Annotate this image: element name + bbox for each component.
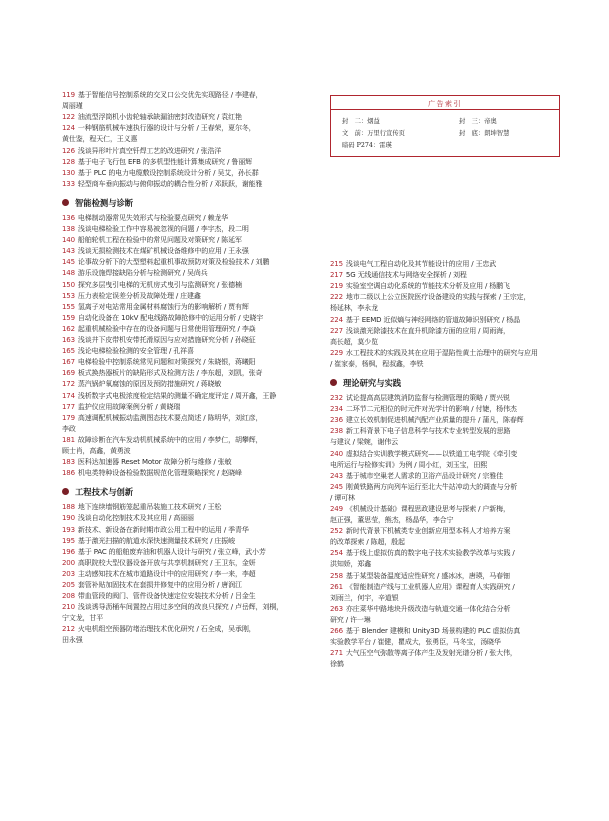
ad-item-label: 文 前：	[342, 130, 368, 137]
toc-entry-text: 浅谈电气工程自动化及其节能设计的应用 / 王忠武	[345, 260, 497, 268]
toc-entry[interactable]	[62, 335, 308, 346]
toc-entry-text: 刘雨兰，何宇，辛道银	[330, 593, 399, 602]
toc-page-number: 186	[62, 469, 75, 478]
ad-index-divider	[331, 109, 559, 110]
toc-entry-text: 电所运行与检修实训》为例 / 周小红，刘玉宝，田熙	[330, 460, 488, 469]
toc-entry[interactable]	[62, 591, 308, 602]
toc-page-number: 188	[62, 503, 75, 512]
toc-page-number: 210	[62, 603, 75, 612]
toc-page-number: 217	[330, 271, 343, 280]
section-title: 智能检测与诊断	[75, 197, 134, 208]
ad-item-value: 朗坤智慧	[484, 130, 510, 137]
ad-item-value: 雷瑛	[379, 142, 392, 149]
toc-entry[interactable]	[330, 526, 562, 548]
toc-entry[interactable]	[330, 415, 562, 426]
toc-entry-text: 新时代背景下机械类专业创新应用型本科人才培养方案	[345, 527, 511, 536]
toc-page-number: 196	[62, 547, 75, 556]
toc-entry-text: 田永强	[62, 636, 83, 645]
toc-page-number: 163	[62, 336, 75, 344]
toc-page-number: 159	[62, 313, 75, 322]
toc-entry-text: 新工科背景下电子信息科学与技术专业转型发展的思路	[345, 427, 511, 436]
toc-page-number: 224	[330, 315, 343, 324]
toc-page-number: 254	[330, 549, 343, 558]
section-bullet-icon	[62, 199, 69, 206]
toc-entry-text: 《智能制造产线与工业机器人应用》课程育人实践研究 /	[345, 582, 515, 591]
toc-entry-text: 周丽瑾	[62, 102, 83, 111]
toc-entry-text: 油流型浮筒机小齿轮轴承缺漏油密封改造研究 / 袁红艳	[77, 113, 242, 122]
toc-entry-text: 一种钢筋机械车速执行器的设计与分析 / 王春荣，夏尔冬，	[77, 124, 256, 133]
toc-entry-text: / 谭可林	[330, 493, 355, 502]
toc-entry-text: 地下连续墙钢筋笼起重吊装施工技术研究 / 王松	[77, 503, 222, 512]
toc-entry-text: 黄仕鉴，程天仁，王义惠	[62, 135, 138, 144]
toc-entry[interactable]	[62, 569, 308, 580]
toc-page-number: 130	[62, 168, 75, 177]
toc-entry-text: 徐鹤	[330, 660, 344, 669]
toc-page-number: 179	[62, 413, 75, 422]
toc-entry[interactable]	[62, 235, 308, 246]
toc-entry-text: 游乐设施焊接缺陷分析与检测研究 / 吴尚兵	[77, 269, 208, 278]
toc-entry-text: 的改革探索 / 陈超，殷起	[330, 538, 405, 547]
toc-entry[interactable]	[62, 536, 308, 547]
section-heading	[62, 197, 308, 209]
toc-entry-text: 船舶轮机工程在检验中的常见问题及对策研究 / 陈延军	[77, 236, 242, 245]
toc-entry-text: 火电机组空预器防堵治理技术优化研究 / 石全成，吴承刚，	[77, 625, 256, 634]
toc-entry-text: 氢离子对电站常用金属材料腐蚀行为的影响解析 / 贾有辉	[77, 302, 249, 311]
toc-page-number: 174	[62, 391, 75, 400]
toc-page-number: 205	[62, 581, 75, 589]
toc-entry[interactable]	[62, 513, 308, 524]
ad-item-label: 封 底：	[459, 130, 485, 137]
toc-entry-text: 主动感知技术在城市道路设计中的应用研究 / 李一来，李超	[77, 569, 256, 578]
section-title: 工程技术与创新	[75, 487, 134, 498]
section-bullet-icon	[330, 379, 337, 386]
toc-entry-text: 建立长效机制促进机械汽配产业质量的提升 / 蒲凡，陈春辉	[345, 416, 524, 425]
toc-page-number: 238	[330, 427, 343, 436]
toc-entry[interactable]	[330, 582, 562, 604]
toc-page-number: 249	[330, 505, 343, 513]
toc-entry[interactable]	[62, 302, 308, 313]
toc-page-number: 136	[62, 213, 75, 222]
toc-page-number: 222	[330, 293, 343, 302]
toc-entry-text: 浅论电梯检验检测的安全管理 / 孔祥喜	[77, 347, 194, 356]
toc-page-number: 258	[330, 571, 343, 580]
toc-entry-text: 与建议 / 梁婉，谢伟云	[330, 438, 399, 447]
toc-page-number: 232	[330, 394, 343, 402]
toc-entry-text: 板式换热器板片的缺陷形式及检测方法 / 李东超，刘凯，张奇	[77, 369, 263, 378]
toc-page-number: 172	[62, 380, 75, 389]
toc-entry[interactable]	[62, 268, 308, 279]
ad-item	[459, 128, 509, 137]
toc-entry-text: 试论提高高层建筑消防监督与检测管理的策略 / 贾兴锐	[345, 394, 510, 402]
toc-entry[interactable]	[62, 146, 308, 157]
toc-entry[interactable]	[330, 449, 562, 471]
toc-entry[interactable]	[330, 482, 562, 504]
ad-item-value: 烟益	[367, 118, 380, 125]
toc-entry-text: 《机械设计基础》课程思政建设思考与探索 / 户新梅，	[345, 505, 510, 513]
ad-index-title: 广告索引	[428, 100, 462, 108]
toc-page-number: 122	[62, 113, 75, 122]
toc-page-number: 138	[62, 225, 75, 233]
toc-entry[interactable]	[62, 357, 308, 368]
toc-entry[interactable]	[62, 257, 308, 268]
toc-entry-text: 基于 Blender 建模和 Unity3D 场景构建的 PLC 虚拟仿真	[345, 627, 521, 636]
toc-entry[interactable]	[62, 580, 308, 591]
toc-entry[interactable]	[62, 213, 308, 224]
toc-page-number: 227	[330, 326, 343, 335]
toc-entry[interactable]	[330, 315, 562, 326]
toc-entry[interactable]	[62, 379, 308, 390]
toc-entry[interactable]	[62, 413, 308, 435]
section-heading	[62, 486, 308, 498]
toc-entry[interactable]	[62, 123, 308, 145]
toc-entry-text: 大气压空气弥散等离子体产生及发射光谱分析 / 张大伟，	[345, 649, 517, 658]
toc-page-number: 229	[330, 348, 343, 357]
ad-item	[342, 116, 380, 125]
section-bullet-icon	[62, 488, 69, 495]
toc-entry-text: 顾士肖，高鑫，黄勇波	[62, 446, 131, 455]
toc-entry-text: 水工程技术的实践及其在应用于湿陷性黄土治理中的研究与应用	[345, 348, 538, 357]
toc-entry-text: 电梯检验中控制系统常见问题和对策探究 / 朱晓银，蒋曦阳	[77, 358, 256, 367]
toc-page-number: 190	[62, 514, 75, 523]
toc-entry[interactable]	[62, 224, 308, 235]
toc-entry[interactable]	[330, 426, 562, 448]
section-heading	[330, 377, 562, 389]
toc-entry[interactable]	[330, 626, 562, 648]
toc-entry-text: 浅谈井下皮带机安带托滑原因与应对措施研究分析 / 孙晓征	[77, 336, 256, 344]
toc-entry-text: 实验室空调自动化系统的节能技术分析及应用 / 杨鹏飞	[345, 282, 510, 291]
toc-page-number: 153	[62, 291, 75, 300]
toc-page-number: 155	[62, 302, 75, 311]
toc-entry-text: 论事故分析下的大型塑料起重机事故预防对策及检验技术 / 刘鹏	[77, 258, 270, 267]
ad-item-value: 帝奥	[484, 118, 497, 125]
toc-page-number: 261	[330, 582, 343, 591]
toc-entry-text: 带血管段的阀门、管件设备快速定位安装技术分析 / 吕金生	[77, 592, 256, 601]
toc-entry[interactable]	[62, 457, 308, 468]
toc-entry-text: 监护仪应用故障案例分析 / 黄晓瑞	[77, 402, 181, 411]
toc-entry-text: 基于线上虚拟仿真的数字电子技术实验教学改革与实践 /	[345, 549, 515, 558]
toc-page-number: 177	[62, 402, 75, 411]
toc-entry-text: 电梯制动器常见失效形式与检验要点研究 / 赖龙华	[77, 213, 229, 222]
toc-entry[interactable]	[62, 324, 308, 335]
toc-entry-text: 研究 / 许一琳	[330, 615, 371, 624]
ad-item-value: 万里行宣传页	[367, 130, 405, 137]
toc-page-number: 263	[330, 604, 343, 613]
toc-entry-text: 轻型商车垂向振动与俯仰振动的耦合性分析 / 邓跃跃，谢能雅	[77, 179, 263, 188]
toc-entry[interactable]	[62, 168, 308, 179]
toc-entry[interactable]	[62, 525, 308, 536]
toc-entry-text: 基于 EEMD 近似熵与神经网络的管道故障识别研究 / 杨晶	[345, 315, 520, 324]
toc-page-number: 167	[62, 358, 75, 367]
toc-entry-text: 实验教学平台 / 崔健，瞿成大，张勇臣，马冬宝，汤晓华	[330, 638, 501, 647]
toc-entry[interactable]	[62, 90, 308, 112]
toc-entry-text: 浅谈自动化控制技术及其应用 / 高丽丽	[77, 514, 194, 523]
toc-page-number: 200	[62, 558, 75, 567]
toc-page-number: 234	[330, 405, 343, 414]
toc-page-number: 240	[330, 449, 343, 458]
toc-page-number: 236	[330, 416, 343, 425]
toc-entry[interactable]	[330, 326, 562, 348]
toc-entry[interactable]	[62, 112, 308, 123]
toc-entry-text: 地市二级以上公立医院医疗设备建设的实践与探索 / 王宗定，	[345, 293, 531, 302]
toc-entry[interactable]	[62, 602, 308, 624]
toc-entry-text: 浅析数字式电极浓度检定结果的测量不确定度评定 / 周开鑫，王静	[77, 391, 277, 400]
toc-entry[interactable]	[330, 404, 562, 415]
toc-page-number: 140	[62, 236, 75, 245]
toc-entry-text: 基于 PAC 的船舶废弃油和机器人设计与研究 / 张立峰，武小芳	[77, 547, 266, 556]
toc-page-number: 148	[62, 269, 75, 278]
toc-entry-text: 虚拟结合实训教学模式研究——以铁道工电学院《牵引变	[345, 449, 518, 458]
toc-entry-text: 故障诊断在汽车发动机机械系统中的应用 / 李梦仁，胡攀辉，	[77, 435, 263, 444]
toc-page-number: 143	[62, 247, 75, 256]
toc-page-number: 193	[62, 525, 75, 534]
toc-page-number: 169	[62, 369, 75, 378]
toc-entry-text: 刚黄铁路两方向列车运行至北大牛站冲动大的调查与分析	[345, 482, 518, 491]
toc-entry-text: 5G 无线通信技术与网络安全探析 / 刘程	[345, 271, 467, 280]
toc-entry-text: 套管补贴加固技术在套损井修复中的应用分析 / 唐润江	[77, 581, 242, 589]
toc-entry-text: 起重机械检验中存在的设备问题与日常使用管理研究 / 李焱	[77, 324, 256, 333]
toc-page-number: 212	[62, 625, 75, 634]
toc-entry[interactable]	[62, 291, 308, 302]
toc-entry[interactable]	[62, 346, 308, 357]
toc-entry[interactable]	[62, 391, 308, 402]
toc-entry-text: 蒸汽锅炉氧腐蚀的原因及预防措施研究 / 蒋晓敏	[77, 380, 222, 389]
ad-index-box	[330, 95, 560, 157]
toc-entry-text: 基于城市空巢老人需求的卫浴产品设计研究 / 宗雅佳	[345, 471, 503, 480]
toc-entry[interactable]	[330, 648, 562, 670]
ad-item	[342, 140, 392, 149]
toc-entry-text: 李政	[62, 424, 76, 433]
toc-entry[interactable]	[330, 504, 562, 526]
toc-entry[interactable]	[62, 468, 308, 479]
toc-page-number: 162	[62, 324, 75, 333]
toc-page-number: 183	[62, 458, 75, 467]
ad-item-label: 暗码 P274：	[342, 142, 380, 149]
toc-entry[interactable]	[62, 502, 308, 513]
toc-entry[interactable]	[62, 313, 308, 324]
toc-page-number: 266	[330, 627, 343, 636]
toc-page-number: 126	[62, 146, 75, 155]
toc-entry-text: 医科达加速器 Reset Motor 故障分析与维修 / 张敏	[77, 458, 232, 467]
toc-entry[interactable]	[330, 471, 562, 482]
toc-entry[interactable]	[330, 348, 562, 370]
toc-entry-text: 宁文龙，甘平	[62, 614, 104, 623]
toc-entry-text: 浅谈电梯检验工作中容易被忽视的问题 / 李宇杰，段二明	[77, 225, 249, 233]
toc-entry[interactable]	[62, 558, 308, 569]
toc-entry[interactable]	[62, 368, 308, 379]
toc-page-number: 203	[62, 569, 75, 578]
toc-entry[interactable]	[330, 259, 562, 270]
section-title: 理论研究与实践	[343, 378, 402, 388]
toc-page-number: 145	[62, 258, 75, 267]
toc-entry-text: 杨延林，李永龙	[330, 304, 378, 313]
toc-page-number: 195	[62, 536, 75, 545]
toc-entry[interactable]	[62, 157, 308, 168]
toc-page-number: 124	[62, 124, 75, 133]
toc-entry[interactable]	[330, 281, 562, 292]
toc-entry[interactable]	[62, 179, 308, 190]
toc-entry-text: 浅谈激光除漆技术在直升机除漆方面的应用 / 周雨海，	[345, 326, 510, 335]
ad-item-label: 封 三：	[459, 118, 485, 125]
toc-entry-text: 高职院校大型仪器设备开放与共享机制研究 / 王卫东，金妍	[77, 558, 256, 567]
toc-page-number: 150	[62, 280, 75, 289]
toc-entry-text: 探究多层曳引电梯的无机房式曳引与监测研究 / 张德楠	[77, 280, 242, 289]
toc-entry[interactable]	[62, 435, 308, 457]
toc-entry-text: 基于 PLC 的电力电缆敷设控制系统设计分析 / 吴艾，孙长群	[77, 168, 259, 177]
toc-entry[interactable]	[330, 393, 562, 404]
toc-page-number: 243	[330, 471, 343, 480]
toc-entry-text: 洪知娇，郑鑫	[330, 560, 372, 569]
toc-entry-text: 二环节二元相位的时元件对光学计的影响 / 付婕，杨伟杰	[345, 405, 517, 414]
toc-page-number: 252	[330, 527, 343, 536]
toc-entry-text: 机电类特种设备检验数据规范化管理策略探究 / 赵晓峰	[77, 469, 242, 478]
toc-entry[interactable]	[330, 604, 562, 626]
ad-item	[342, 128, 405, 137]
toc-page-number: 128	[62, 157, 75, 166]
toc-entry[interactable]	[330, 270, 562, 281]
toc-page-number: 119	[62, 91, 75, 99]
toc-entry-text: 压力表检定误差分析及故障处理 / 庄建鑫	[77, 291, 201, 300]
toc-entry[interactable]	[62, 402, 308, 413]
toc-page-number: 133	[62, 179, 75, 188]
toc-entry-text: 基于激光扫描的航道水深快速测量技术研究 / 庄振峻	[77, 536, 235, 545]
toc-page-number: 219	[330, 282, 343, 291]
toc-entry-text: 浅谈诱导沥桶车间置控占用过多空间的改良只探究 / 卢岳辉，刘桐，	[77, 603, 283, 612]
toc-entry[interactable]	[62, 547, 308, 558]
toc-entry-text: 高长超，莫少览	[330, 337, 378, 346]
toc-entry-text: 赵正强，董思莹，熊杰，杨晶华，李合宁	[330, 516, 454, 525]
toc-page-number: 208	[62, 592, 75, 601]
toc-page-number: 215	[330, 260, 343, 268]
toc-entry[interactable]	[62, 280, 308, 291]
ad-item-label: 封 二：	[342, 118, 368, 125]
toc-page-number: 245	[330, 482, 343, 491]
toc-entry[interactable]	[330, 292, 562, 314]
toc-page-number: 271	[330, 649, 343, 658]
toc-entry[interactable]	[62, 246, 308, 257]
toc-page-number: 165	[62, 347, 75, 356]
toc-page-number: 181	[62, 435, 75, 444]
toc-entry[interactable]	[330, 548, 562, 570]
toc-entry[interactable]	[330, 571, 562, 582]
toc-entry-text: 高速调配机械振动监测图态技术要点简述 / 陈明华，刘红彦，	[77, 413, 263, 422]
ad-item	[459, 116, 497, 125]
toc-entry-text: 浅谈异形叶片真空钎焊工艺的改进研究 / 张浩洋	[77, 146, 222, 155]
toc-entry-text: / 崔家泰，杨枫，程叔鑫，李铁	[330, 359, 424, 368]
toc-entry-text: 基于智能信号控制系统的交叉口公交优先实现路径 / 李建春，	[77, 91, 263, 99]
toc-entry-text: 新技术、新设备在新时期市政公用工程中的运用 / 季青华	[77, 525, 249, 534]
toc-entry[interactable]	[62, 624, 308, 646]
toc-entry-text: 基于电子飞行包 EFB 的多机型性能计算集成研究 / 鲁丽辉	[77, 157, 252, 166]
toc-entry-text: 自动化设备在 10kV 配电线路故障抢修中的运用分析 / 史晓宇	[77, 313, 264, 322]
toc-entry-text: 亦庄菜华中路地块升级改造与轨道交通一体化结合分析	[345, 604, 511, 613]
toc-entry-text: 基于某型装备温度适应性研究 / 盛冰冰，唐瑛，马春钿	[345, 571, 510, 580]
toc-entry-text: 浅谈无损检测技术在煤矿机械设备维修中的应用 / 王永强	[77, 247, 249, 256]
